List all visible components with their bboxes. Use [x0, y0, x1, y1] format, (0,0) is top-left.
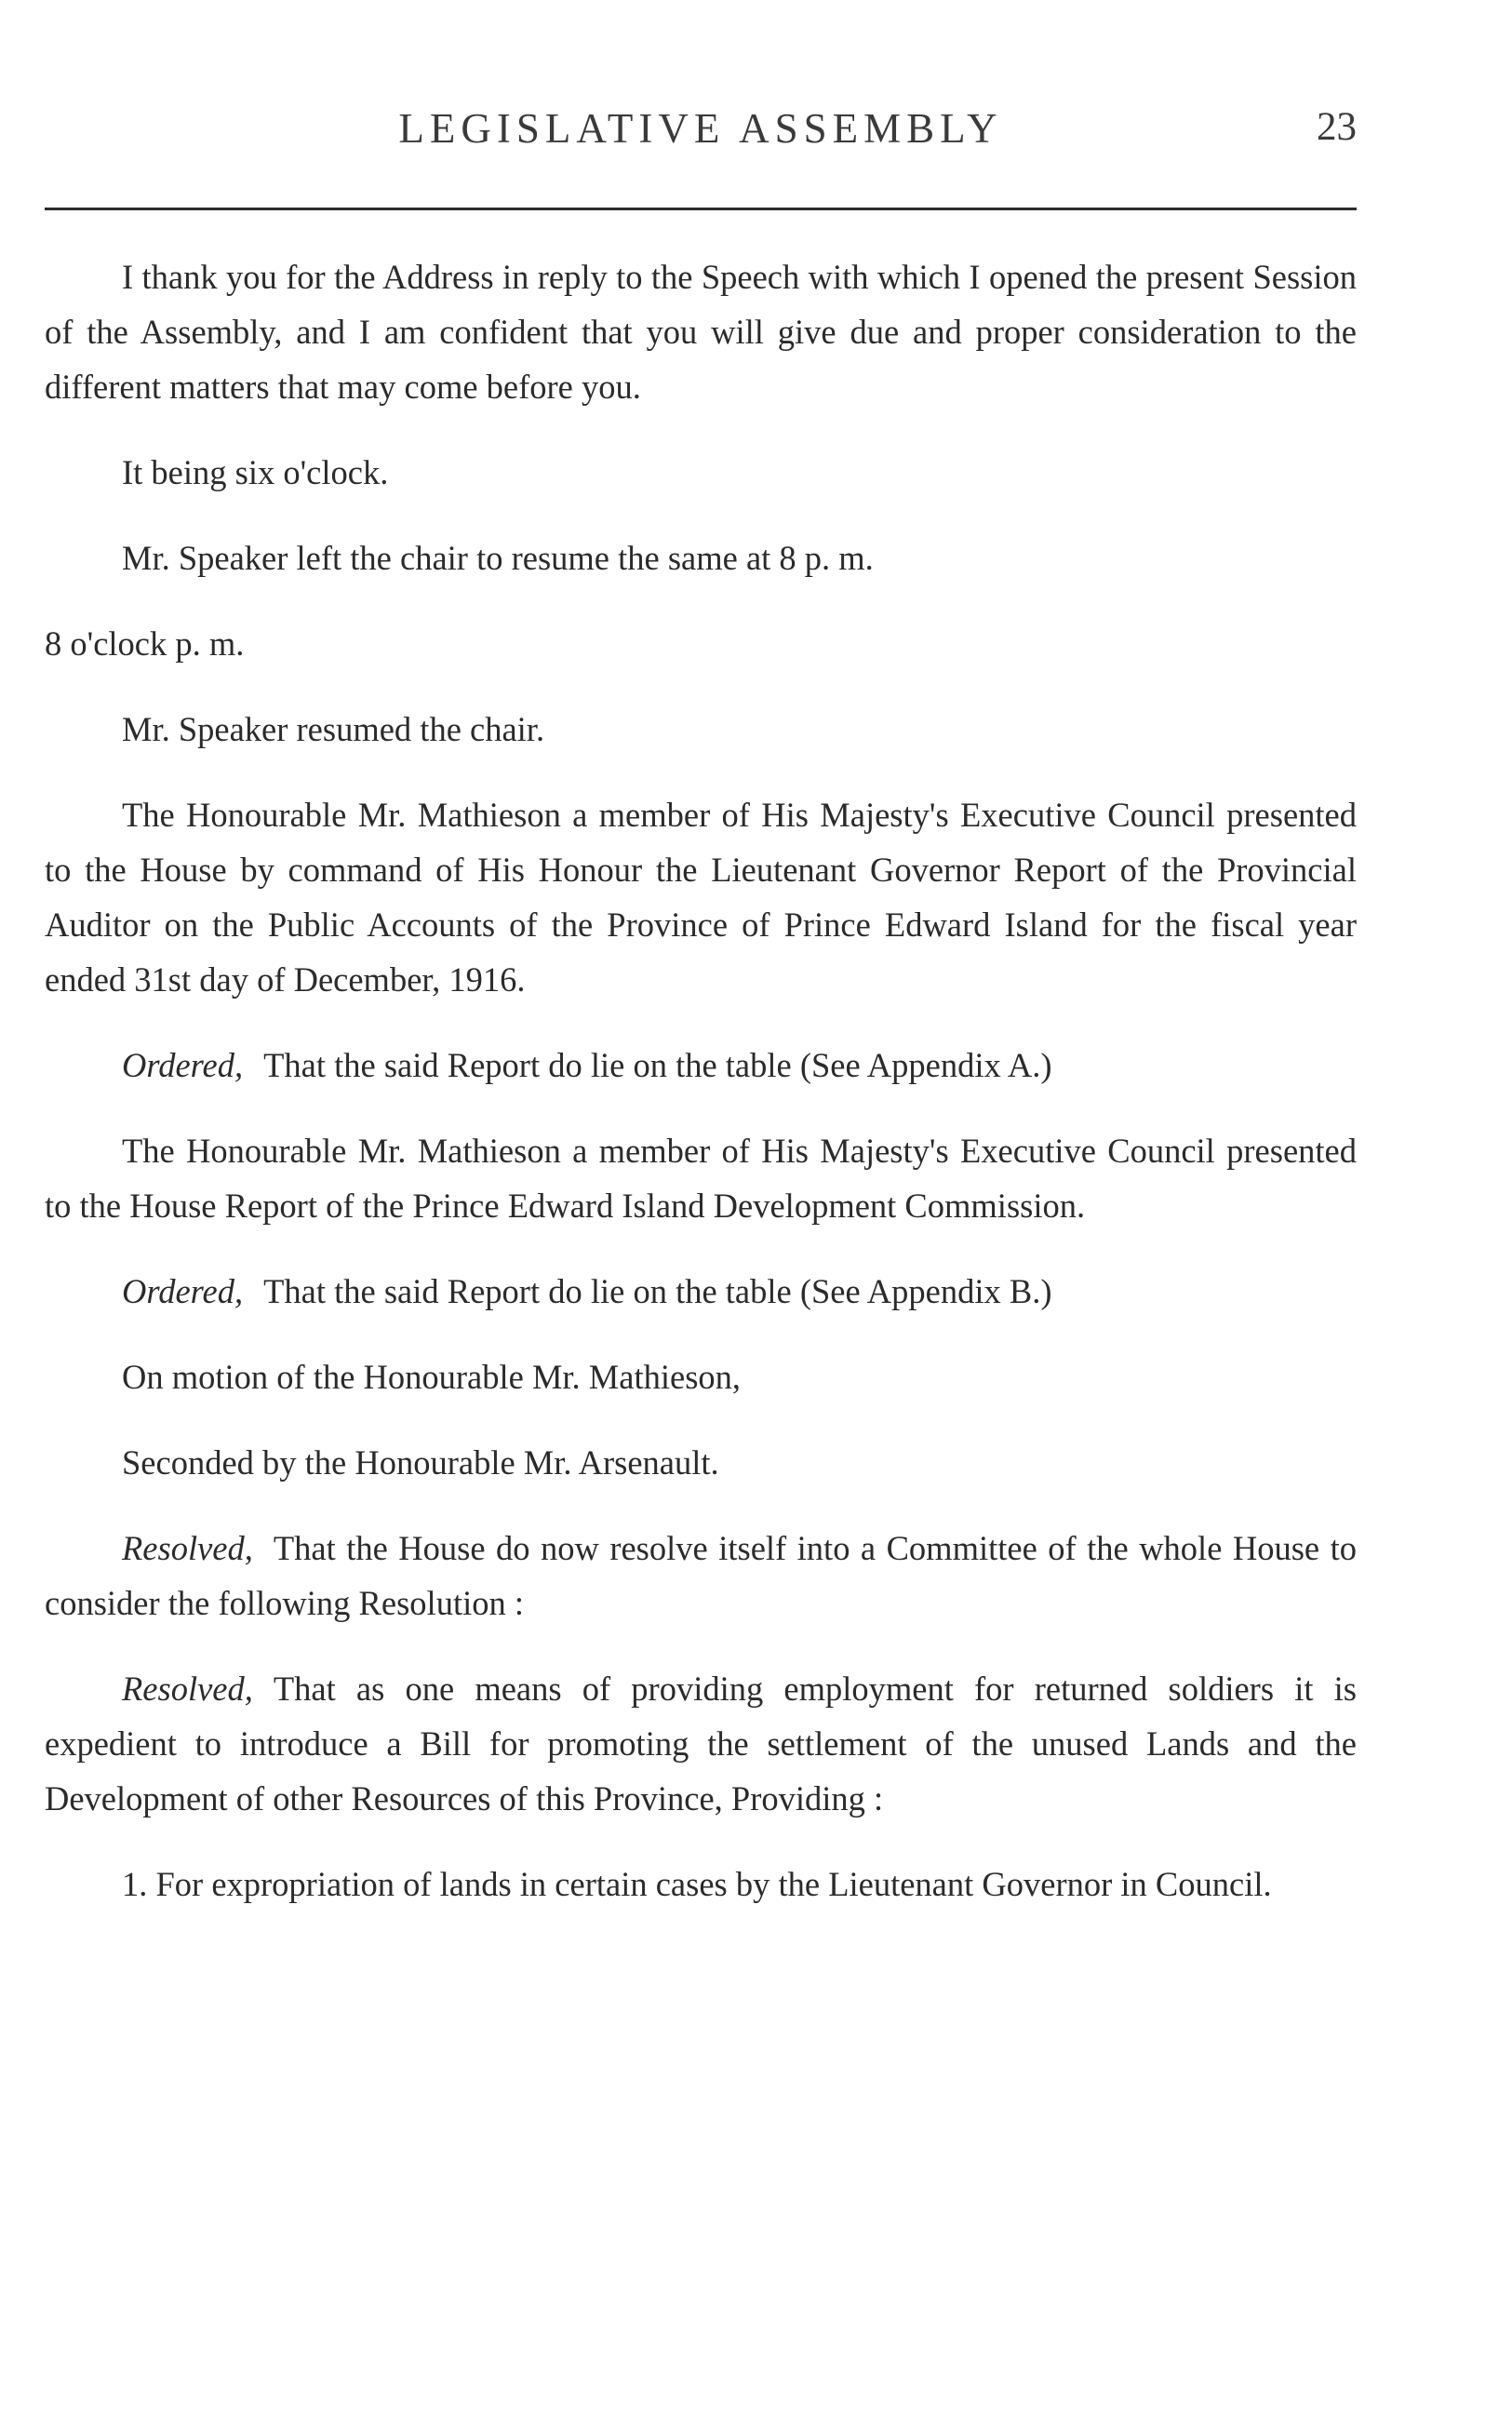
paragraph-resolved-committee [45, 1521, 1357, 1630]
ordered-text: That the said Report do lie on the table (See Appendix B.) [263, 1272, 1052, 1310]
paragraph-resolved-soldiers [45, 1661, 1357, 1826]
running-head: LEGISLATIVE ASSEMBLY [398, 105, 1003, 152]
paragraph-development-commission: The Honourable Mr. Mathieson a member of His Majesty's Executive Council presented to the House Report of the Prince Edward Island Development Commission. [45, 1132, 1357, 1225]
page-number: 23 [1317, 105, 1357, 149]
paragraph-seconded: Seconded by the Honourable Mr. Arsenault. [122, 1443, 719, 1482]
paragraph-motion: On motion of the Honourable Mr. Mathieson, [122, 1358, 742, 1396]
ordered-lead: Ordered, [122, 1046, 244, 1084]
paragraph-speaker-resumed: Mr. Speaker resumed the chair. [122, 710, 545, 748]
resolved-lead: Resolved, [122, 1670, 253, 1708]
paragraph-ordered-appendix-b [45, 1264, 1357, 1319]
header-rule [45, 208, 1357, 210]
ordered-lead: Ordered, [122, 1272, 244, 1310]
document-page [45, 0, 1357, 2428]
paragraph-six-oclock: It being six o'clock. [122, 453, 389, 491]
paragraph-auditor-report: The Honourable Mr. Mathieson a member of His Majesty's Executive Council presented to the House by command of His Honour the Lieutenant Governor Report of the Provincial Auditor on the Public Accounts of the Province of Prince Edward Island for the fiscal year ended 31st day of December, 1916. [45, 796, 1357, 999]
paragraph-item-1: 1. For expropriation of lands in certain cases by the Lieutenant Governor in Council. [122, 1865, 1272, 1903]
time-marker: 8 o'clock p. m. [45, 624, 245, 663]
paragraph-ordered-appendix-a [45, 1038, 1357, 1093]
ordered-text: That the said Report do lie on the table (See Appendix A.) [263, 1046, 1052, 1084]
resolved-text: That as one means of providing employment for returned soldiers it is expedient to introduce a Bill for promoting the settlement of the unused Lands and the Development of other Resources of this Province, Providing : [45, 1670, 1357, 1818]
resolved-lead: Resolved, [122, 1529, 253, 1567]
paragraph-address-reply: I thank you for the Address in reply to the Speech with which I opened the present Session of the Assembly, and I am confident that you will give due and proper consideration to the different matters that may come before you. [45, 258, 1357, 406]
page-header [45, 104, 1357, 160]
resolved-text: That the House do now resolve itself into a Committee of the whole House to consider the following Resolution : [45, 1529, 1357, 1622]
paragraph-speaker-left: Mr. Speaker left the chair to resume the same at 8 p. m. [122, 539, 874, 577]
body-text [45, 249, 1357, 1942]
